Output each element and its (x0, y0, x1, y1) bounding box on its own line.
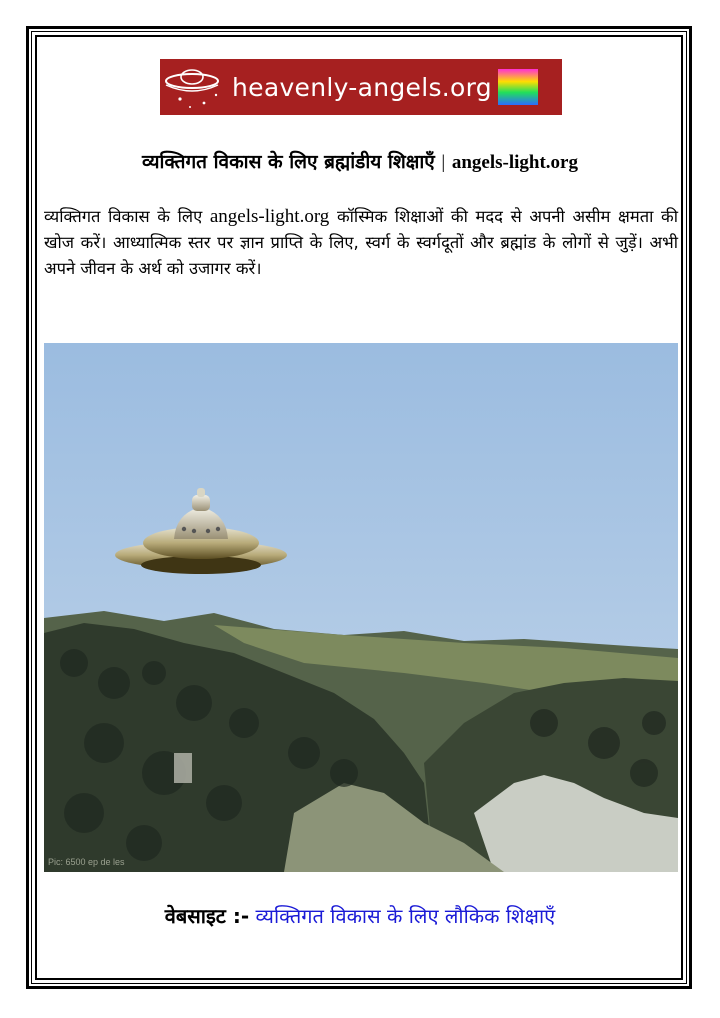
website-link[interactable]: व्यक्तिगत विकास के लिए लौकिक शिक्षाएँ (255, 904, 556, 928)
rainbow-square-icon (498, 69, 538, 105)
website-footer (44, 902, 676, 929)
ufo-logo-icon (160, 59, 230, 115)
title-text: व्यक्तिगत विकास के लिए ब्रह्मांडीय शिक्षाएँ (142, 151, 435, 173)
title-site-name: angels-light.org (451, 152, 578, 173)
site-logo-banner[interactable] (160, 59, 562, 115)
ufo-photo (44, 343, 678, 872)
title-separator: | (441, 152, 446, 173)
photo-caption: Pic: 6500 ep de les (48, 857, 125, 867)
ufo-landscape-image (44, 343, 678, 872)
intro-paragraph (44, 204, 678, 282)
paragraph-site-name: angels-light.org (209, 206, 330, 227)
paragraph-part-2: कॉस्मिक शिक्षाओं की मदद से अपनी असीम क्षमता की खोज करें। आध्यात्मिक स्तर पर ज्ञान प्राप्ति के लिए, स्वर्ग के स्वर्गदूतों और ब्रह्मांड के लोगों से जुड़ें। अभी अपने जीवन के अर्थ को उजागर करें। (44, 207, 678, 278)
page-title (44, 148, 676, 174)
website-label: वेबसाइट :- (164, 904, 250, 928)
paragraph-part-1: व्यक्तिगत विकास के लिए (44, 207, 210, 226)
logo-text: heavenly-angels.org (232, 72, 492, 102)
